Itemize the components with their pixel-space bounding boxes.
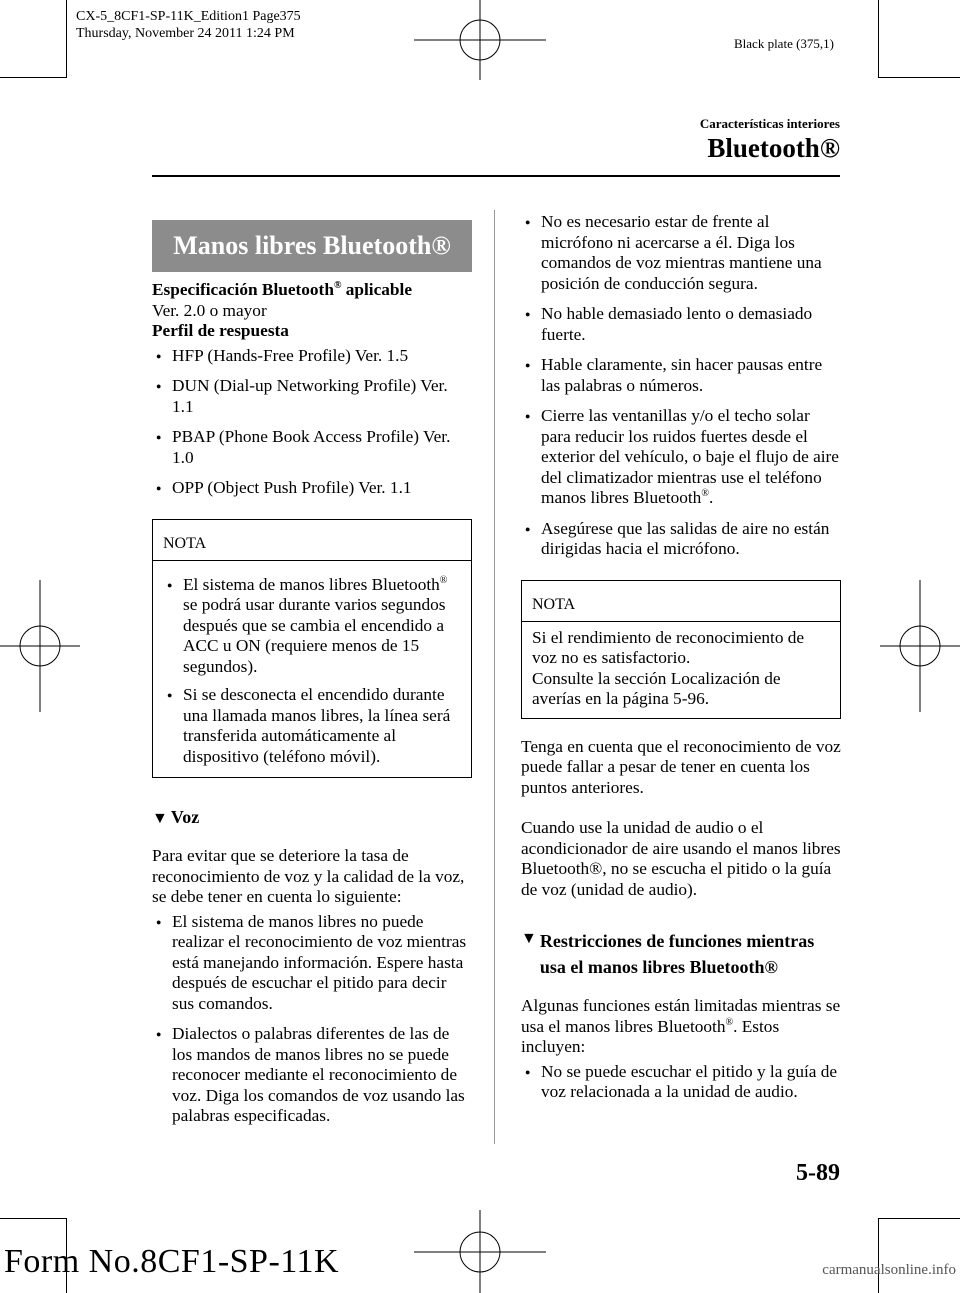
note-text: Consulte la sección Localización de averías en la página 5-96.: [532, 668, 781, 708]
profile-list: [152, 346, 472, 499]
registration-target-icon: [880, 580, 960, 712]
voz-intro: Para evitar que se deteriore la tasa de reconocimiento de voz y la calidad de la voz, se debe tener en cuenta lo siguiente:: [152, 846, 465, 906]
crop-mark: [878, 77, 960, 78]
list-item: ● No es necesario estar de frente al micrófono ni acercarse a él. Diga los comandos de voz mientras mantiene una posición de conducción segura.: [521, 212, 841, 294]
registration-target-icon: [0, 580, 80, 712]
restrictions-intro: Algunas funciones están limitadas mientras se usa el manos libres Bluetooth®. Estos incluyen:: [521, 996, 841, 1056]
form-number: Form No.8CF1-SP-11K: [4, 1243, 340, 1280]
restrictions-list: [521, 1062, 841, 1103]
note-body: [522, 622, 840, 718]
registration-target-icon: [414, 0, 546, 80]
crop-mark: [0, 1218, 66, 1219]
profile-heading: Perfil de respuesta: [152, 321, 289, 340]
list-item: ● El sistema de manos libres Bluetooth® se podrá usar durante varios segundos después que se cambia el encendido a ACC u ON (requiere menos de 15 segundos).: [163, 575, 461, 678]
list-item: ● No se puede escuchar el pitido y la guía de voz relacionada a la unidad de audio.: [521, 1062, 841, 1103]
note-box: [152, 519, 472, 779]
crop-mark: [878, 1218, 960, 1219]
registration-target-icon: [414, 1210, 546, 1293]
list-item: ● Dialectos o palabras diferentes de las de los mandos de manos libres no se puede reconocer mediante el reconocimiento de voz. Diga los comandos de voz usando las palabras especificadas.: [152, 1024, 472, 1127]
print-meta-line: Thursday, November 24 2011 1:24 PM: [76, 26, 295, 41]
section-banner: Manos libres Bluetooth®: [152, 220, 472, 272]
paragraph: Cuando use la unidad de audio o el acondicionador de aire usando el manos libres Bluetooth®, no se escucha el pitido o la guía de voz (unidad de audio).: [521, 818, 841, 899]
subsection-heading-voz: ▼ Voz: [152, 807, 200, 827]
triangle-down-icon: ▼: [152, 810, 168, 827]
crop-mark: [878, 0, 879, 78]
header-rule: [152, 175, 840, 177]
note-box: [521, 580, 841, 719]
list-item: ● Hable claramente, sin hacer pausas entre las palabras o números.: [521, 355, 841, 396]
column-divider: [494, 210, 495, 1144]
list-item: ● Si se desconecta el encendido durante una llamada manos libres, la línea será transferida automáticamente al dispositivo (teléfono móvil).: [163, 685, 461, 767]
note-body: [153, 561, 471, 778]
list-item: ● El sistema de manos libres no puede realizar el reconocimiento de voz mientras está manejando información. Espere hasta después de escuchar el pitido para decir sus comandos.: [152, 912, 472, 1015]
list-item: ● HFP (Hands-Free Profile) Ver. 1.5: [152, 346, 472, 367]
print-meta-line: CX-5_8CF1-SP-11K_Edition1 Page375: [76, 9, 301, 24]
spec-value: Ver. 2.0 o mayor: [152, 300, 267, 320]
section-title: Características interiores: [699, 116, 840, 131]
watermark: carmanualsonline.info: [822, 1262, 956, 1278]
note-title: NOTA: [522, 581, 840, 622]
crop-mark: [66, 0, 67, 78]
tips-list: [521, 212, 841, 560]
list-item: ● Asegúrese que las salidas de aire no están dirigidas hacia el micrófono.: [521, 519, 841, 560]
right-column: [521, 212, 841, 1103]
page-number: 5-89: [796, 1160, 840, 1186]
list-item: ● No hable demasiado lento o demasiado fuerte.: [521, 304, 841, 345]
voz-list: [152, 912, 472, 1127]
subsection-heading-restricciones: ▼ Restricciones de funciones mientras usa el manos libres Bluetooth®: [521, 928, 841, 980]
paragraph: Tenga en cuenta que el reconocimiento de voz puede fallar a pesar de tener en cuenta los puntos anteriores.: [521, 736, 841, 797]
list-item: ● Cierre las ventanillas y/o el techo solar para reducir los ruidos fuertes desde el exterior del vehículo, o baje el flujo de aire del climatizador mientras use el teléfono manos libres Bluetooth®.: [521, 406, 841, 509]
left-column: [152, 220, 472, 1127]
chapter-title: Bluetooth®: [707, 133, 840, 163]
crop-mark: [0, 77, 66, 78]
note-title: NOTA: [153, 520, 471, 561]
plate-label: Black plate (375,1): [734, 36, 834, 51]
spec-heading: Especificación Bluetooth® aplicable: [152, 280, 412, 299]
print-metadata: [76, 8, 301, 42]
triangle-down-icon: ▼: [521, 930, 537, 947]
list-item: ● PBAP (Phone Book Access Profile) Ver. 1.0: [152, 427, 472, 468]
list-item: ● DUN (Dial-up Networking Profile) Ver. 1.1: [152, 376, 472, 417]
crop-mark: [878, 1218, 879, 1293]
note-text: Si el rendimiento de reconocimiento de voz no es satisfactorio.: [532, 627, 805, 667]
list-item: ● OPP (Object Push Profile) Ver. 1.1: [152, 478, 472, 499]
